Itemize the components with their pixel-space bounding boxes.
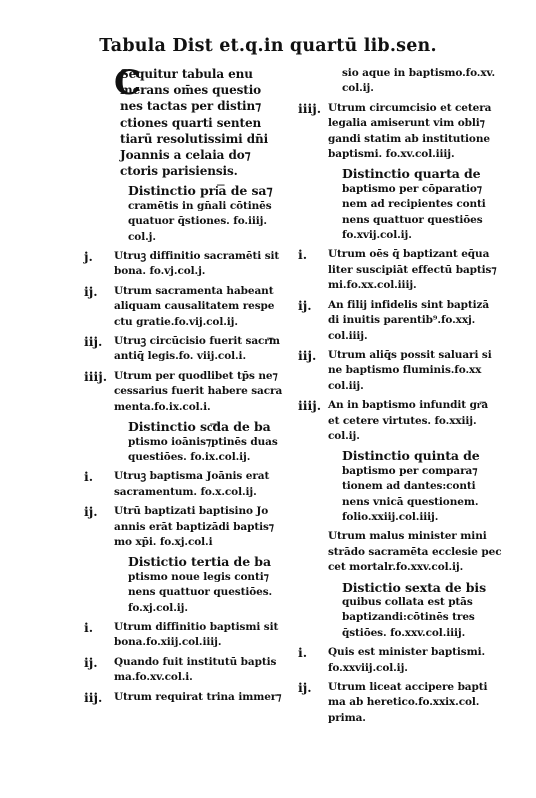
text-line: quibus collata est ptās bbox=[342, 596, 473, 608]
page-title: Tabula Dist et.q.in quartū lib.sen. bbox=[99, 36, 437, 56]
question-entry bbox=[84, 690, 294, 705]
text-line: bona. fo.vj.col.j. bbox=[114, 265, 206, 278]
text-line: fo.xxviij.col.ij. bbox=[328, 661, 408, 674]
text-line: merans om̄es questio bbox=[120, 83, 262, 98]
question-number: ij. bbox=[84, 654, 98, 670]
text-line: aliquam causalitatem respe bbox=[114, 300, 275, 313]
text-line: Quis est minister baptismi. bbox=[328, 646, 486, 659]
question-number: i. bbox=[84, 469, 94, 485]
text-line: Utrum aliq̄s possit saluari si bbox=[328, 348, 492, 361]
right-column bbox=[298, 66, 508, 730]
text-line: nes tactas per distin⁊ bbox=[120, 99, 261, 114]
text-line: tiarū resolutissimi dn̄i bbox=[120, 131, 269, 146]
question-entry bbox=[298, 298, 508, 344]
question-entry bbox=[84, 469, 294, 500]
question-entry bbox=[84, 655, 294, 686]
question-number: iiij. bbox=[84, 368, 108, 384]
question-number: iij. bbox=[298, 347, 317, 363]
text-line: Utrum sacramenta habeant bbox=[114, 284, 274, 297]
text-line: Distictio sexta de bis bbox=[342, 579, 487, 595]
text-line: nens quattuor questiōes bbox=[342, 213, 483, 226]
text-line: Utrum malus minister mini bbox=[328, 530, 487, 543]
initial-capital: C bbox=[114, 63, 142, 103]
text-line: Utruꝫ diffinitio sacramēti sit bbox=[114, 250, 280, 263]
question-entry bbox=[84, 504, 294, 550]
text-line: annis erāt baptizādi baptis⁊ bbox=[114, 520, 274, 533]
text-line: mo xp̄i. fo.xj.col.i bbox=[114, 535, 213, 548]
text-line: Distinctio sc͞da de ba bbox=[128, 419, 271, 435]
text-line: antiq̄ legis.fo. viij.col.i. bbox=[114, 350, 247, 363]
question-entry bbox=[84, 334, 294, 365]
question-entry bbox=[84, 249, 294, 280]
text-line: nens quattuor questiōes. bbox=[128, 586, 273, 599]
text-line: strādo sacramēta ecclesie pec bbox=[328, 545, 502, 558]
text-line: ma ab heretico.fo.xxix.col. bbox=[328, 696, 480, 709]
intro-paragraph bbox=[84, 63, 294, 179]
text-line: baptismo per compara⁊ bbox=[342, 464, 478, 477]
text-line: col.ij. bbox=[328, 429, 360, 442]
text-line: nem ad recipientes conti bbox=[342, 198, 486, 211]
text-line: ctoris parisiensis. bbox=[120, 164, 238, 179]
question-entry bbox=[298, 529, 508, 575]
question-number: i. bbox=[84, 619, 94, 635]
question-number: ij. bbox=[84, 504, 98, 520]
text-line: Sequitur tabula enu bbox=[120, 67, 253, 81]
text-line: Utrū baptizati baptisino Jo bbox=[114, 505, 269, 518]
question-number: iiij. bbox=[298, 100, 322, 116]
question-entry bbox=[298, 645, 508, 676]
text-line: Distictio tertia de ba bbox=[128, 554, 271, 570]
continued-entry bbox=[298, 66, 508, 97]
text-line: q̄stiōes. fo.xxv.col.iiij. bbox=[342, 626, 466, 639]
question-number: iij. bbox=[84, 334, 103, 350]
text-line: ctu gratie.fo.vij.col.ij. bbox=[114, 315, 238, 328]
text-line: Utrum diffinitio baptismi sit bbox=[114, 620, 279, 633]
text-line: bona.fo.xiij.col.iiij. bbox=[114, 636, 222, 649]
text-line: Utrum oēs q̄ baptizant eq̄ua bbox=[328, 248, 490, 261]
question-number: i. bbox=[298, 247, 308, 263]
question-entry bbox=[84, 620, 294, 651]
text-line: quatuor q̄stiones. fo.iiij. bbox=[128, 215, 267, 228]
text-line: baptizandi:cōtinēs tres bbox=[342, 611, 475, 624]
text-line: ctiones quarti senten bbox=[120, 115, 262, 130]
text-line: ne baptismo fluminis.fo.xx bbox=[328, 364, 482, 377]
text-line: folio.xxiij.col.iiij. bbox=[342, 510, 439, 523]
question-entry bbox=[298, 680, 508, 726]
question-entry bbox=[84, 369, 294, 415]
text-line: ptismo noue legis conti⁊ bbox=[128, 570, 269, 583]
text-line: Distinctio quarta de bbox=[342, 166, 481, 182]
text-line: cet mortalr.fo.xxv.col.ij. bbox=[328, 561, 464, 574]
question-number: ij. bbox=[298, 680, 312, 696]
text-line: col.j. bbox=[128, 230, 156, 243]
question-number: ij. bbox=[84, 283, 98, 299]
text-line: cramētis in gn̄ali cōtinēs bbox=[128, 199, 272, 212]
text-line: tionem ad dantes:conti bbox=[342, 480, 476, 493]
text-line: Utrum liceat accipere bapti bbox=[328, 681, 488, 694]
text-line: cessarius fuerit habere sacra bbox=[114, 385, 283, 398]
text-line: col.ij. bbox=[342, 82, 374, 95]
text-line: et cetere virtutes. fo.xxiij. bbox=[328, 414, 477, 427]
text-line: ptismo ioānis⁊ptinēs duas bbox=[128, 435, 278, 448]
question-number: iiij. bbox=[298, 398, 322, 414]
question-number: i. bbox=[298, 645, 308, 661]
text-line: fo.xj.col.ij. bbox=[128, 601, 188, 614]
text-line: mi.fo.xx.col.iiij. bbox=[328, 279, 417, 292]
question-entry bbox=[298, 398, 508, 444]
text-line: An in baptismo infundit gr͞a bbox=[328, 399, 489, 412]
question-entry bbox=[298, 247, 508, 293]
text-line: Utrum requirat trina immer⁊ bbox=[114, 690, 282, 703]
text-line: col.iiij. bbox=[328, 329, 368, 342]
distinction-heading bbox=[298, 166, 508, 243]
question-entry bbox=[84, 284, 294, 330]
text-line: menta.fo.ix.col.i. bbox=[114, 400, 211, 413]
text-line: fo.xvij.col.ij. bbox=[342, 229, 412, 242]
text-line: Joannis a celaia do⁊ bbox=[120, 148, 251, 163]
text-line: sacramentum. fo.x.col.ij. bbox=[114, 485, 257, 498]
text-line: legalia amiserunt vim obli⁊ bbox=[328, 117, 485, 130]
text-line: An filij infidelis sint baptizā bbox=[328, 298, 490, 311]
text-line: sio aque in baptismo.fo.xv. bbox=[342, 67, 496, 79]
distinction-heading bbox=[298, 580, 508, 642]
question-number: ij. bbox=[298, 297, 312, 313]
text-line: baptismo per cōparatio⁊ bbox=[342, 182, 482, 195]
question-entry bbox=[298, 101, 508, 163]
text-line: di inuitis parentib⁹.fo.xxj. bbox=[328, 314, 476, 327]
distinction-heading bbox=[298, 448, 508, 525]
question-entry bbox=[298, 348, 508, 394]
question-number: iij. bbox=[84, 689, 103, 705]
text-line: Utruꝫ circūcisio fuerit sacr͞m bbox=[114, 335, 280, 348]
text-line: Quando fuit institutū baptis bbox=[114, 655, 277, 668]
text-line: liter suscipiāt effectū baptis⁊ bbox=[328, 263, 497, 276]
distinction-heading bbox=[84, 419, 294, 465]
left-column bbox=[84, 63, 294, 709]
text-line: prima. bbox=[328, 711, 366, 724]
text-line: col.iij. bbox=[328, 379, 364, 392]
text-line: Utrum circumcisio et cetera bbox=[328, 101, 492, 114]
text-line: questiōes. fo.ix.col.ij. bbox=[128, 450, 251, 463]
text-line: Distinctio pri͞a de sa⁊ bbox=[128, 183, 273, 199]
question-number: j. bbox=[84, 249, 93, 265]
text-line: ma.fo.xv.col.i. bbox=[114, 671, 193, 684]
text-line: Utrum per quodlibet tp̄s ne⁊ bbox=[114, 369, 278, 382]
distinction-heading bbox=[84, 183, 294, 245]
text-line: gandi statim ab institutione bbox=[328, 132, 490, 145]
text-line: Distinctio quinta de bbox=[342, 448, 480, 464]
text-line: baptismi. fo.xv.col.iiij. bbox=[328, 148, 455, 161]
text-line: nens vnicā questionem. bbox=[342, 495, 479, 508]
text-line: Utruꝫ baptisma Joānis erat bbox=[114, 470, 270, 483]
distinction-heading bbox=[84, 554, 294, 616]
